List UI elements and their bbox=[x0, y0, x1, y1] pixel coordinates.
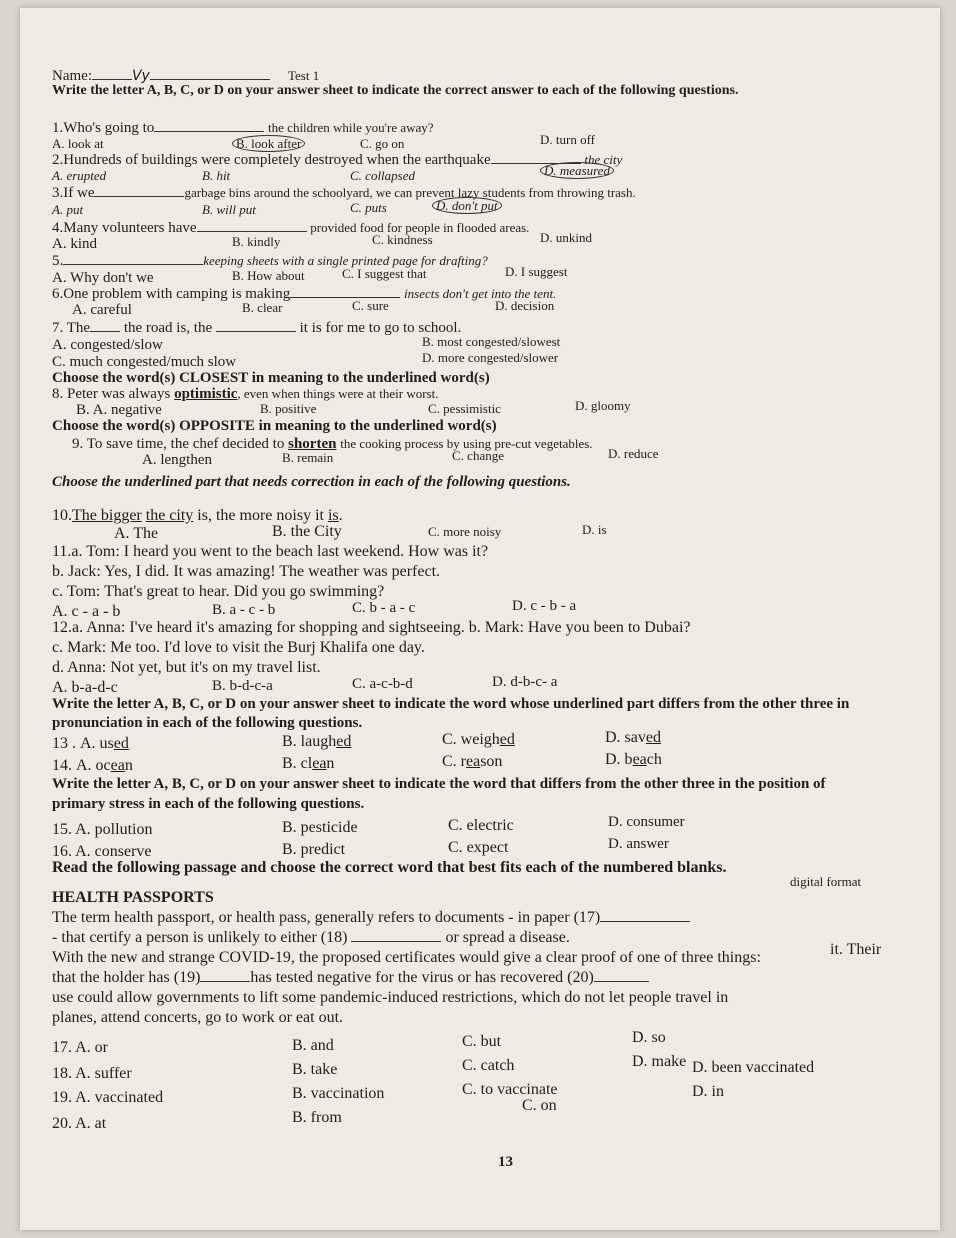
passage-line-6: planes, attend concerts, go to work or eat out. bbox=[52, 1009, 344, 1026]
q2-option-b[interactable]: B. hit bbox=[202, 168, 231, 183]
q15-option-c[interactable]: C. electric bbox=[448, 817, 514, 834]
q6-option-b[interactable]: B. clear bbox=[242, 300, 283, 315]
q8-option-c[interactable]: C. pessimistic bbox=[428, 401, 501, 416]
q2-stem: 2.Hundreds of buildings were completely destroyed when the earthquake the city bbox=[52, 152, 623, 168]
q2-option-d[interactable]: D. measured bbox=[540, 163, 614, 179]
page-number: 13 bbox=[498, 1154, 513, 1170]
passage-line-4-tail: it. Their bbox=[830, 941, 882, 958]
q4-option-d[interactable]: D. unkind bbox=[540, 230, 592, 245]
q11-option-b[interactable]: B. a - c - b bbox=[212, 602, 276, 618]
q17-option-a[interactable]: 17. A. or bbox=[52, 1039, 108, 1056]
q15-option-b[interactable]: B. pesticide bbox=[282, 819, 358, 836]
worksheet-page bbox=[20, 8, 940, 1230]
passage-line-1: The term health passport, or health pass, generally refers to documents - in paper (17) bbox=[52, 910, 690, 926]
passage-line-4: that the holder has (19) has tested negative for the virus or has recovered (20) bbox=[52, 970, 649, 986]
correction-instruction: Choose the underlined part that needs correction in each of the following questions. bbox=[52, 474, 571, 490]
passage-line-3: With the new and strange COVID-19, the proposed certificates would give a clear proof of one of three things: bbox=[52, 949, 761, 966]
q13-option-c[interactable]: C. weighed bbox=[442, 731, 515, 748]
q16-option-d[interactable]: D. answer bbox=[608, 836, 669, 852]
q8-option-a[interactable]: B. A. negative bbox=[76, 402, 162, 418]
q5-stem: 5. keeping sheets with a single printed page for drafting? bbox=[52, 253, 488, 269]
q1-option-a[interactable]: A. look at bbox=[52, 136, 104, 151]
q19-option-d[interactable]: D. been vaccinated bbox=[692, 1059, 815, 1076]
q4-stem: 4.Many volunteers have provided food for people in flooded areas. bbox=[52, 220, 530, 236]
q9-option-c[interactable]: C. change bbox=[452, 448, 504, 463]
q10-option-a[interactable]: A. The bbox=[114, 525, 159, 542]
q2-option-a[interactable]: A. erupted bbox=[52, 168, 107, 183]
q4-option-b[interactable]: B. kindly bbox=[232, 234, 281, 249]
q12-option-a[interactable]: A. b-a-d-c bbox=[52, 679, 118, 696]
q1-option-c[interactable]: C. go on bbox=[360, 136, 405, 151]
pronunciation-instruction: Write the letter A, B, C, or D on your answer sheet to indicate the word whose underlined part differs from the other three in pronunciation in each of the following questions. bbox=[52, 696, 850, 731]
q17-option-d[interactable]: D. so bbox=[632, 1029, 666, 1046]
q2-option-c[interactable]: C. collapsed bbox=[350, 168, 415, 183]
q16-option-c[interactable]: C. expect bbox=[448, 839, 509, 856]
name-line: Name: Vy bbox=[52, 68, 270, 84]
q5-option-a[interactable]: A. Why don't we bbox=[52, 270, 154, 286]
q20-option-b[interactable]: B. from bbox=[292, 1109, 342, 1126]
q16-option-b[interactable]: B. predict bbox=[282, 841, 346, 858]
q8-option-d[interactable]: D. gloomy bbox=[575, 398, 631, 413]
q12-line-a: 12.a. Anna: I've heard it's amazing for shopping and sightseeing. b. Mark: Have you been to Dubai? bbox=[52, 619, 691, 636]
q6-option-d[interactable]: D. decision bbox=[495, 298, 555, 313]
q7-option-a[interactable]: A. congested/slow bbox=[52, 337, 163, 353]
q20-option-a[interactable]: 20. A. at bbox=[52, 1115, 107, 1132]
q18-option-d[interactable]: D. make bbox=[632, 1053, 687, 1070]
q10-stem: 10.The bigger the city is, the more noisy it is. bbox=[52, 507, 343, 524]
q6-option-a[interactable]: A. careful bbox=[72, 302, 132, 318]
q13-option-a[interactable]: 13 . A. used bbox=[52, 735, 129, 752]
passage-line-2: - that certify a person is unlikely to either (18) or spread a disease. bbox=[52, 929, 570, 946]
main-instruction: Write the letter A, B, C, or D on your answer sheet to indicate the correct answer to each of the following questions. bbox=[52, 83, 739, 98]
q13-option-d[interactable]: D. saved bbox=[605, 729, 661, 746]
q5-option-d[interactable]: D. I suggest bbox=[505, 264, 568, 279]
q7-option-d[interactable]: D. more congested/slower bbox=[422, 350, 559, 365]
q11-option-c[interactable]: C. b - a - c bbox=[352, 600, 416, 616]
passage-instruction: Read the following passage and choose the correct word that best fits each of the numbered blanks. bbox=[52, 859, 727, 876]
q11-line-c: c. Tom: That's great to hear. Did you go swimming? bbox=[52, 583, 385, 600]
q14-option-d[interactable]: D. beach bbox=[605, 751, 662, 768]
q10-option-c[interactable]: C. more noisy bbox=[428, 524, 502, 539]
q4-option-c[interactable]: C. kindness bbox=[372, 232, 433, 247]
q15-option-a[interactable]: 15. A. pollution bbox=[52, 821, 153, 838]
q13-option-b[interactable]: B. laughed bbox=[282, 733, 352, 750]
q18-option-b[interactable]: B. take bbox=[292, 1061, 338, 1078]
q14-option-c[interactable]: C. reason bbox=[442, 753, 503, 770]
q20-option-c[interactable]: C. on bbox=[522, 1097, 557, 1114]
q16-option-a[interactable]: 16. A. conserve bbox=[52, 843, 152, 860]
q6-stem: 6.One problem with camping is making insects don't get into the tent. bbox=[52, 286, 557, 302]
q20-option-d[interactable]: D. in bbox=[692, 1083, 724, 1100]
q11-line-a: 11.a. Tom: I heard you went to the beach last weekend. How was it? bbox=[52, 543, 489, 560]
q3-option-d[interactable]: D. don't put bbox=[432, 198, 502, 214]
passage-title: HEALTH PASSPORTS bbox=[52, 889, 214, 906]
q3-option-c[interactable]: C. puts bbox=[350, 200, 387, 215]
student-name: Vy bbox=[131, 68, 150, 84]
q3-option-a[interactable]: A. put bbox=[52, 202, 84, 217]
q18-option-a[interactable]: 18. A. suffer bbox=[52, 1065, 132, 1082]
q9-option-d[interactable]: D. reduce bbox=[608, 446, 659, 461]
q19-option-c[interactable]: C. to vaccinate bbox=[462, 1081, 558, 1098]
q15-option-d[interactable]: D. consumer bbox=[608, 814, 685, 830]
passage-blank-17-tail: digital format bbox=[790, 874, 862, 889]
q12-option-b[interactable]: B. b-d-c-a bbox=[212, 678, 273, 694]
q11-option-a[interactable]: A. c - a - b bbox=[52, 603, 121, 620]
q1-option-b[interactable]: B. look after bbox=[232, 136, 305, 152]
q12-option-d[interactable]: D. d-b-c- a bbox=[492, 674, 558, 690]
opposite-instruction: Choose the word(s) OPPOSITE in meaning to the underlined word(s) bbox=[52, 418, 497, 434]
q12-option-c[interactable]: C. a-c-b-d bbox=[352, 676, 413, 692]
q7-option-c[interactable]: C. much congested/much slow bbox=[52, 354, 237, 370]
q12-line-c: c. Mark: Me too. I'd love to visit the Burj Khalifa one day. bbox=[52, 639, 425, 656]
q14-option-b[interactable]: B. clean bbox=[282, 755, 335, 772]
q9-option-b[interactable]: B. remain bbox=[282, 450, 334, 465]
q6-option-c[interactable]: C. sure bbox=[352, 298, 389, 313]
q9-stem: 9. To save time, the chef decided to shorten the cooking process by using pre-cut vegetables. bbox=[72, 436, 593, 452]
q11-line-b: b. Jack: Yes, I did. It was amazing! The weather was perfect. bbox=[52, 563, 441, 580]
q19-option-b[interactable]: B. vaccination bbox=[292, 1085, 385, 1102]
stress-instruction: Write the letter A, B, C, or D on your answer sheet to indicate the word that differs from the other three in the position of primary stress in each of the following questions. bbox=[52, 776, 826, 812]
passage-line-5: use could allow governments to lift some pandemic-induced restrictions, which do not let people travel in bbox=[52, 989, 729, 1006]
test-label: Test 1 bbox=[288, 68, 320, 83]
q5-option-c[interactable]: C. I suggest that bbox=[342, 266, 427, 281]
q1-stem: 1.Who's going to the children while you're away? bbox=[52, 120, 434, 136]
q7-option-b[interactable]: B. most congested/slowest bbox=[422, 334, 561, 349]
closest-instruction: Choose the word(s) CLOSEST in meaning to the underlined word(s) bbox=[52, 370, 490, 386]
q17-option-b[interactable]: B. and bbox=[292, 1037, 334, 1054]
q4-option-a[interactable]: A. kind bbox=[52, 236, 97, 252]
q18-option-c[interactable]: C. catch bbox=[462, 1057, 515, 1074]
q11-option-d[interactable]: D. c - b - a bbox=[512, 598, 577, 614]
q12-line-d: d. Anna: Not yet, but it's on my travel list. bbox=[52, 659, 321, 676]
q5-option-b[interactable]: B. How about bbox=[232, 268, 305, 283]
q8-option-b[interactable]: B. positive bbox=[260, 401, 317, 416]
q3-option-b[interactable]: B. will put bbox=[202, 202, 256, 217]
q1-option-d[interactable]: D. turn off bbox=[540, 132, 596, 147]
q10-option-b[interactable]: B. the City bbox=[272, 523, 342, 540]
q8-stem: 8. Peter was always optimistic, even when things were at their worst. bbox=[52, 386, 439, 402]
q19-option-a[interactable]: 19. A. vaccinated bbox=[52, 1089, 164, 1106]
q7-stem: 7. The the road is, the it is for me to go to school. bbox=[52, 320, 462, 336]
q10-option-d[interactable]: D. is bbox=[582, 522, 607, 537]
q14-option-a[interactable]: 14. A. ocean bbox=[52, 757, 133, 774]
q17-option-c[interactable]: C. but bbox=[462, 1033, 502, 1050]
q3-stem: 3.If we garbage bins around the schoolyard, we can prevent lazy students from throwing trash. bbox=[52, 185, 636, 201]
q9-option-a[interactable]: A. lengthen bbox=[142, 452, 212, 468]
